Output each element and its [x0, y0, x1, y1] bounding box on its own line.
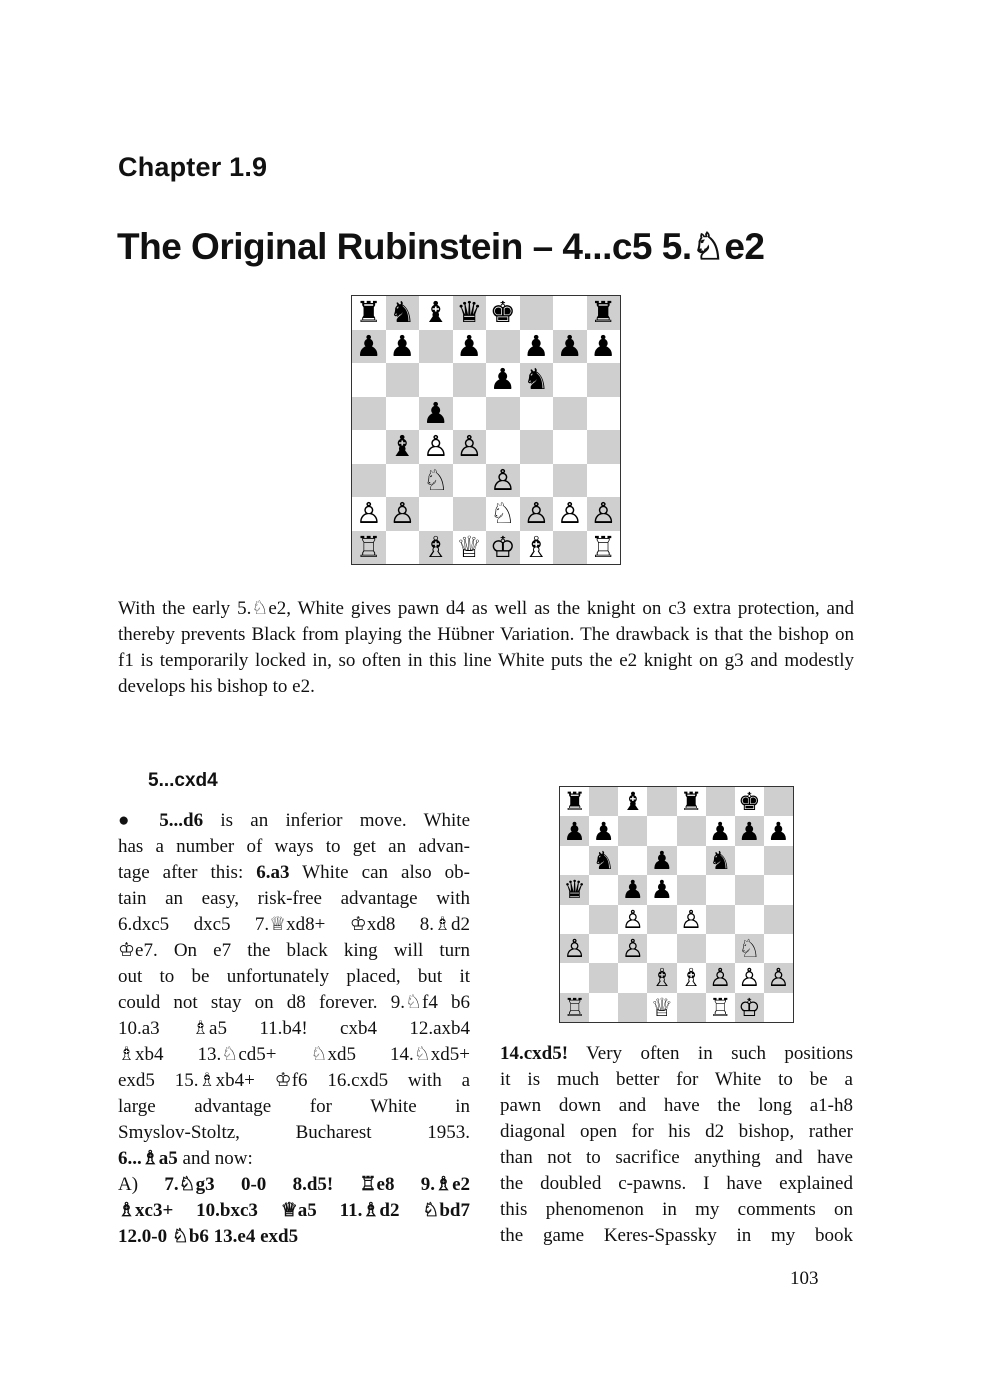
square-b1	[589, 993, 618, 1022]
square-h6	[764, 846, 793, 875]
text-line	[118, 860, 470, 886]
square-g6	[553, 363, 587, 397]
square-f3	[520, 464, 554, 498]
square-f1	[706, 993, 735, 1022]
chess-piece-icon: ♙	[456, 429, 483, 464]
square-e1	[677, 993, 706, 1022]
text-run: tage after this:	[118, 862, 257, 883]
square-g2	[553, 497, 587, 531]
text-line: could not stay on d8 forever. 9.♘f4 b6	[118, 992, 470, 1013]
text-line: ♗xc3+ 10.bxc3 ♕a5 11.♗d2 ♘bd7	[118, 1200, 470, 1221]
square-g1	[553, 531, 587, 565]
chess-piece-icon: ♞	[708, 845, 732, 875]
square-g7	[735, 816, 764, 845]
square-c7	[618, 816, 647, 845]
square-a1	[560, 993, 589, 1022]
square-b1	[386, 531, 420, 565]
chess-piece-icon: ♙	[422, 429, 449, 464]
square-g5	[735, 875, 764, 904]
square-g6	[735, 846, 764, 875]
text-line: exd5 15.♗xb4+ ♔f6 16.cxd5 with a	[118, 1070, 470, 1091]
square-d5	[453, 397, 487, 431]
square-a2	[352, 497, 386, 531]
chess-piece-icon: ♖	[590, 529, 617, 564]
square-e5	[677, 875, 706, 904]
square-b3	[589, 934, 618, 963]
square-g7	[553, 330, 587, 364]
square-g8	[553, 296, 587, 330]
chess-piece-icon: ♙	[621, 934, 645, 964]
square-c3	[618, 934, 647, 963]
chess-piece-icon: ♟	[563, 816, 586, 846]
square-b8	[589, 787, 618, 816]
square-h7	[587, 330, 621, 364]
chess-piece-icon: ♜	[563, 787, 586, 817]
square-h1	[587, 531, 621, 565]
square-c8	[419, 296, 453, 330]
chess-piece-icon: ♟	[422, 395, 449, 430]
chess-piece-icon: ♟	[621, 875, 645, 905]
square-g4	[735, 905, 764, 934]
square-b5	[589, 875, 618, 904]
text-run: White can also ob-	[289, 862, 470, 883]
square-e4	[677, 905, 706, 934]
chess-piece-icon: ♗	[523, 529, 550, 564]
square-d7	[647, 816, 676, 845]
text-line: tain an easy, risk-free advantage with	[118, 888, 470, 909]
square-e6	[486, 363, 520, 397]
chess-piece-icon: ♙	[708, 963, 732, 993]
square-a1	[352, 531, 386, 565]
square-h2	[764, 963, 793, 992]
chess-piece-icon: ♕	[650, 992, 674, 1022]
chess-piece-icon: ♙	[556, 496, 583, 531]
chess-piece-icon: ♛	[456, 295, 483, 330]
chess-diagram-2	[559, 786, 794, 1023]
square-e3	[486, 464, 520, 498]
square-g3	[553, 464, 587, 498]
chess-piece-icon: ♙	[489, 462, 516, 497]
chess-piece-icon: ♟	[556, 328, 583, 363]
square-b8	[386, 296, 420, 330]
chess-piece-icon: ♜	[355, 295, 382, 330]
section-heading: 5...cxd4	[148, 770, 218, 791]
square-e6	[677, 846, 706, 875]
chapter-label: Chapter 1.9	[118, 152, 268, 182]
square-a5	[352, 397, 386, 431]
square-h5	[764, 875, 793, 904]
left-column-text	[118, 808, 470, 1250]
square-c3	[419, 464, 453, 498]
text-line: diagonal open for his d2 bishop, rather	[500, 1121, 853, 1142]
text-line: out to be unfortunately placed, but it	[118, 966, 470, 987]
chess-piece-icon: ♞	[592, 845, 615, 875]
chess-piece-icon: ♙	[563, 934, 586, 964]
chess-piece-icon: ♝	[422, 295, 449, 330]
square-a4	[560, 905, 589, 934]
move-ref: 7.♘g3 0-0 8.d5! ♖e8 9.♗e2	[164, 1174, 470, 1195]
square-a8	[560, 787, 589, 816]
square-d7	[453, 330, 487, 364]
chess-piece-icon: ♝	[389, 429, 416, 464]
chess-piece-icon: ♙	[590, 496, 617, 531]
chess-piece-icon: ♟	[650, 845, 674, 875]
square-e2	[486, 497, 520, 531]
move-ref: 14.cxd5!	[500, 1043, 569, 1064]
chess-piece-icon: ♖	[708, 992, 732, 1022]
chess-piece-icon: ♗	[650, 963, 674, 993]
square-h7	[764, 816, 793, 845]
square-b4	[386, 430, 420, 464]
text-line: than not to sacrifice anything and have	[500, 1147, 853, 1168]
square-e5	[486, 397, 520, 431]
square-a7	[560, 816, 589, 845]
chapter-title: The Original Rubinstein – 4...c5 5.♘e2	[117, 226, 765, 267]
square-f5	[706, 875, 735, 904]
text-line: the game Keres-Spassky in my book	[500, 1225, 853, 1246]
text-line: it is much better for White to be a	[500, 1069, 853, 1090]
square-c8	[618, 787, 647, 816]
square-e3	[677, 934, 706, 963]
square-h8	[587, 296, 621, 330]
chess-piece-icon: ♖	[355, 529, 382, 564]
square-b4	[589, 905, 618, 934]
square-d2	[647, 963, 676, 992]
square-h5	[587, 397, 621, 431]
square-g3	[735, 934, 764, 963]
square-f7	[706, 816, 735, 845]
square-d4	[453, 430, 487, 464]
square-f3	[706, 934, 735, 963]
square-g4	[553, 430, 587, 464]
right-column-text	[500, 1041, 853, 1249]
move-ref: 6.a3	[256, 862, 290, 883]
text-line	[118, 1172, 470, 1198]
square-c7	[419, 330, 453, 364]
text-line	[500, 1041, 853, 1067]
square-b2	[589, 963, 618, 992]
bullet-icon: ●	[118, 810, 142, 831]
square-c1	[419, 531, 453, 565]
square-f7	[520, 330, 554, 364]
text-line: 12.0-0 ♘b6 13.e4 exd5	[118, 1226, 299, 1247]
square-d2	[453, 497, 487, 531]
chess-piece-icon: ♟	[767, 816, 790, 846]
square-b3	[386, 464, 420, 498]
move-ref: 6...♗a5	[118, 1148, 178, 1169]
square-f2	[706, 963, 735, 992]
chess-piece-icon: ♘	[738, 934, 761, 964]
text-line	[118, 1146, 470, 1172]
text-run: A)	[118, 1174, 165, 1195]
text-line: the doubled c-pawns. I have explained	[500, 1173, 853, 1194]
text-run: Very often in such positions	[568, 1043, 853, 1064]
square-a6	[352, 363, 386, 397]
text-line: large advantage for White in	[118, 1096, 470, 1117]
text-line: has a number of ways to get an advan-	[118, 836, 470, 857]
chess-piece-icon: ♙	[621, 904, 645, 934]
chess-piece-icon: ♙	[389, 496, 416, 531]
square-a8	[352, 296, 386, 330]
square-d4	[647, 905, 676, 934]
chess-piece-icon: ♙	[679, 904, 703, 934]
square-a2	[560, 963, 589, 992]
chess-piece-icon: ♛	[563, 875, 586, 905]
chess-piece-icon: ♘	[489, 496, 516, 531]
chess-piece-icon: ♙	[738, 963, 761, 993]
text-line: 10.a3 ♗a5 11.b4! cxb4 12.axb4	[118, 1018, 470, 1039]
chess-piece-icon: ♗	[422, 529, 449, 564]
square-h8	[764, 787, 793, 816]
square-c5	[419, 397, 453, 431]
chess-piece-icon: ♜	[590, 295, 617, 330]
square-f6	[520, 363, 554, 397]
page-number: 103	[790, 1268, 819, 1289]
square-e7	[486, 330, 520, 364]
chess-piece-icon: ♟	[590, 328, 617, 363]
square-e7	[677, 816, 706, 845]
square-c2	[618, 963, 647, 992]
chess-piece-icon: ♗	[679, 963, 703, 993]
chess-piece-icon: ♙	[523, 496, 550, 531]
text-line: 6.dxc5 dxc5 7.♕xd8+ ♔xd8 8.♗d2	[118, 914, 470, 935]
square-f5	[520, 397, 554, 431]
square-g2	[735, 963, 764, 992]
square-a3	[560, 934, 589, 963]
square-d3	[453, 464, 487, 498]
square-h4	[764, 905, 793, 934]
square-h3	[764, 934, 793, 963]
chess-piece-icon: ♙	[767, 963, 790, 993]
square-e2	[677, 963, 706, 992]
square-b6	[589, 846, 618, 875]
chess-piece-icon: ♔	[738, 992, 761, 1022]
chess-piece-icon: ♖	[563, 992, 586, 1022]
chess-piece-icon: ♟	[456, 328, 483, 363]
square-b7	[589, 816, 618, 845]
move-ref: 5...d6	[159, 810, 204, 831]
chess-piece-icon: ♚	[738, 787, 761, 817]
square-f6	[706, 846, 735, 875]
square-g1	[735, 993, 764, 1022]
text-line: this phenomenon in my comments on	[500, 1199, 853, 1220]
chess-piece-icon: ♝	[621, 787, 645, 817]
square-c2	[419, 497, 453, 531]
text-line: ♔e7. On e7 the black king will turn	[118, 940, 470, 961]
chess-piece-icon: ♕	[456, 529, 483, 564]
square-c1	[618, 993, 647, 1022]
square-a7	[352, 330, 386, 364]
text-line	[118, 808, 470, 834]
text-run: is an inferior move. White	[203, 810, 471, 831]
chess-piece-icon: ♙	[355, 496, 382, 531]
square-e8	[486, 296, 520, 330]
chess-piece-icon: ♟	[389, 328, 416, 363]
square-b2	[386, 497, 420, 531]
square-a6	[560, 846, 589, 875]
square-d1	[647, 993, 676, 1022]
square-h6	[587, 363, 621, 397]
square-g8	[735, 787, 764, 816]
chess-diagram-1	[351, 295, 621, 565]
chess-piece-icon: ♞	[389, 295, 416, 330]
square-h2	[587, 497, 621, 531]
square-f8	[520, 296, 554, 330]
square-b7	[386, 330, 420, 364]
square-d8	[453, 296, 487, 330]
chess-piece-icon: ♚	[489, 295, 516, 330]
text-line: Smyslov-Stoltz, Bucharest 1953.	[118, 1122, 470, 1143]
text-line: ♗xb4 13.♘cd5+ ♘xd5 14.♘xd5+	[118, 1044, 470, 1065]
square-e4	[486, 430, 520, 464]
chess-piece-icon: ♞	[523, 362, 550, 397]
square-a4	[352, 430, 386, 464]
chess-piece-icon: ♟	[592, 816, 615, 846]
square-e1	[486, 531, 520, 565]
square-b5	[386, 397, 420, 431]
square-h4	[587, 430, 621, 464]
square-c4	[618, 905, 647, 934]
square-d5	[647, 875, 676, 904]
square-f1	[520, 531, 554, 565]
square-e8	[677, 787, 706, 816]
square-a3	[352, 464, 386, 498]
square-c6	[419, 363, 453, 397]
square-d3	[647, 934, 676, 963]
chess-piece-icon: ♜	[679, 787, 703, 817]
square-d6	[647, 846, 676, 875]
square-h1	[764, 993, 793, 1022]
square-f8	[706, 787, 735, 816]
chess-piece-icon: ♘	[422, 462, 449, 497]
chess-piece-icon: ♟	[489, 362, 516, 397]
chess-piece-icon: ♟	[708, 816, 732, 846]
square-f4	[706, 905, 735, 934]
intro-paragraph: With the early 5.♘e2, White gives pawn d4 as well as the knight on c3 extra protection, and thereby prevents Black from playing the Hübner Variation. The drawback is that the bishop on f1 is temporarily locked in, so often in this line White puts the e2 knight on g3 and modestly develops his bishop to e2.	[118, 598, 854, 697]
square-b6	[386, 363, 420, 397]
chess-piece-icon: ♟	[355, 328, 382, 363]
square-g5	[553, 397, 587, 431]
square-c5	[618, 875, 647, 904]
square-h3	[587, 464, 621, 498]
square-c4	[419, 430, 453, 464]
square-a5	[560, 875, 589, 904]
text-run: and now:	[177, 1148, 253, 1169]
square-d8	[647, 787, 676, 816]
square-f4	[520, 430, 554, 464]
square-f2	[520, 497, 554, 531]
chess-piece-icon: ♟	[650, 875, 674, 905]
square-c6	[618, 846, 647, 875]
chess-piece-icon: ♔	[489, 529, 516, 564]
text-line: pawn down and have the long a1-h8	[500, 1095, 853, 1116]
chess-piece-icon: ♟	[523, 328, 550, 363]
chess-piece-icon: ♟	[738, 816, 761, 846]
square-d6	[453, 363, 487, 397]
square-d1	[453, 531, 487, 565]
